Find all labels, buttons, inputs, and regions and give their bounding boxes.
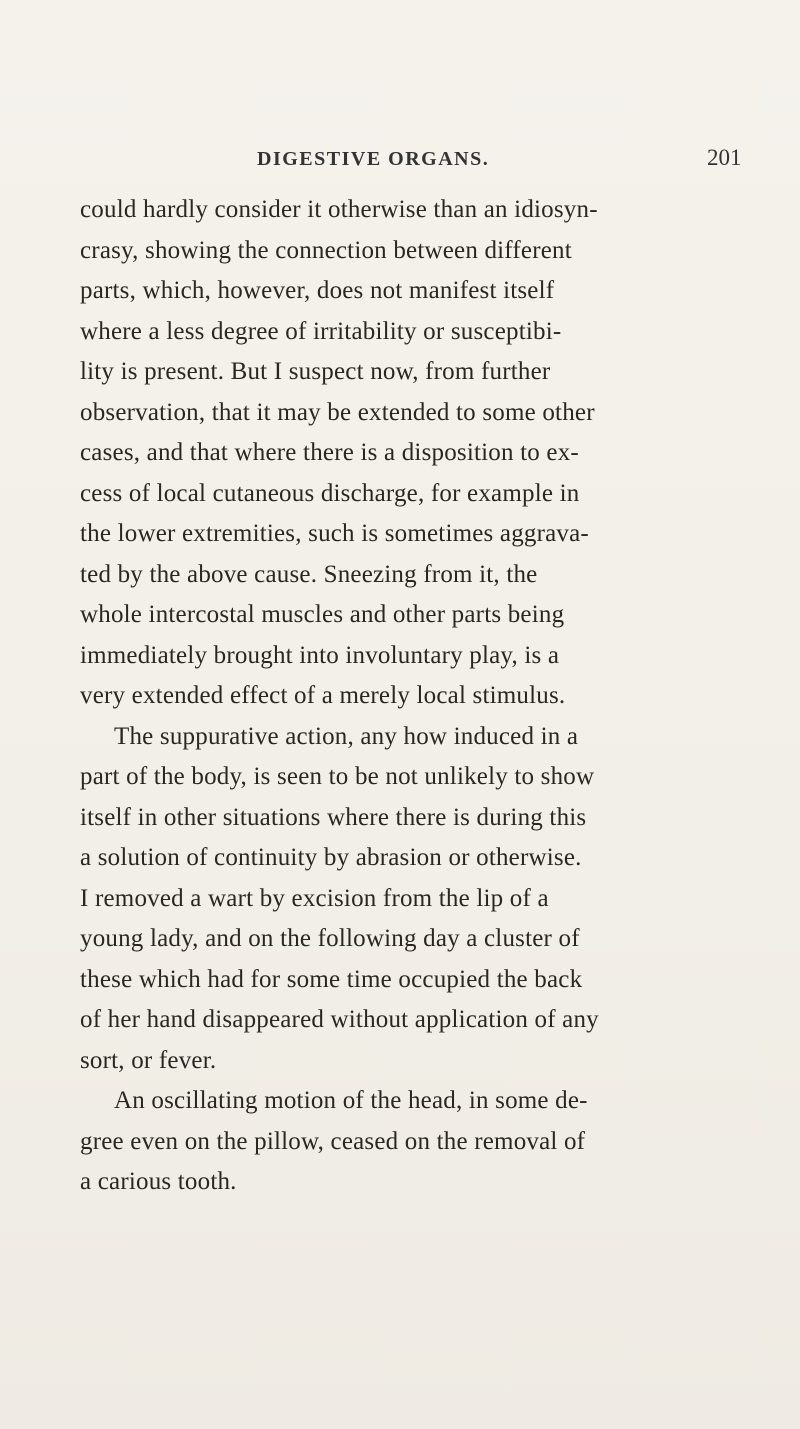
text-line: sort, or fever. [80, 1046, 217, 1074]
text-line: parts, which, however, does not manifest itself [80, 277, 555, 304]
running-head: DIGESTIVE ORGANS. [257, 148, 490, 170]
text-line: very extended effect of a merely local stimulus. [80, 682, 566, 709]
text-line: of her hand disappeared without application of any [80, 1006, 599, 1033]
text-line: crasy, showing the connection between different [80, 236, 572, 264]
text-line: the lower extremities, such is sometimes aggrava- [80, 520, 589, 547]
text-line: immediately brought into involuntary play, is a [80, 641, 560, 669]
text-line: where a less degree of irritability or susceptibi- [80, 317, 562, 345]
text-line: observation, that it may be extended to some other [80, 398, 595, 426]
text-line: lity is present. But I suspect now, from further [80, 358, 551, 385]
text-line: ted by the above cause. Sneezing from it, the [80, 560, 538, 588]
text-line: I removed a wart by excision from the lip of a [80, 884, 549, 912]
paragraph-first-line: The suppurative action, any how induced in a [114, 722, 579, 750]
text-line: cases, and that where there is a disposition to ex- [80, 439, 579, 466]
text-line: gree even on the pillow, ceased on the removal of [80, 1127, 586, 1155]
paragraph-first-line: An oscillating motion of the head, in some de- [114, 1087, 588, 1114]
text-line: a solution of continuity by abrasion or otherwise. [80, 844, 582, 871]
text-line: these which had for some time occupied the back [80, 965, 583, 993]
text-line: part of the body, is seen to be not unlikely to show [80, 763, 595, 790]
text-line: cess of local cutaneous discharge, for example in [80, 479, 580, 507]
text-line: young lady, and on the following day a cluster of [80, 925, 580, 952]
text-line: whole intercostal muscles and other parts being [80, 601, 565, 628]
page-number: 201 [707, 145, 742, 170]
text-line: a carious tooth. [80, 1168, 237, 1195]
text-line: could hardly consider it otherwise than an idiosyn- [80, 196, 598, 223]
body-text [80, 190, 740, 1203]
text-line: itself in other situations where there is during this [80, 803, 587, 831]
